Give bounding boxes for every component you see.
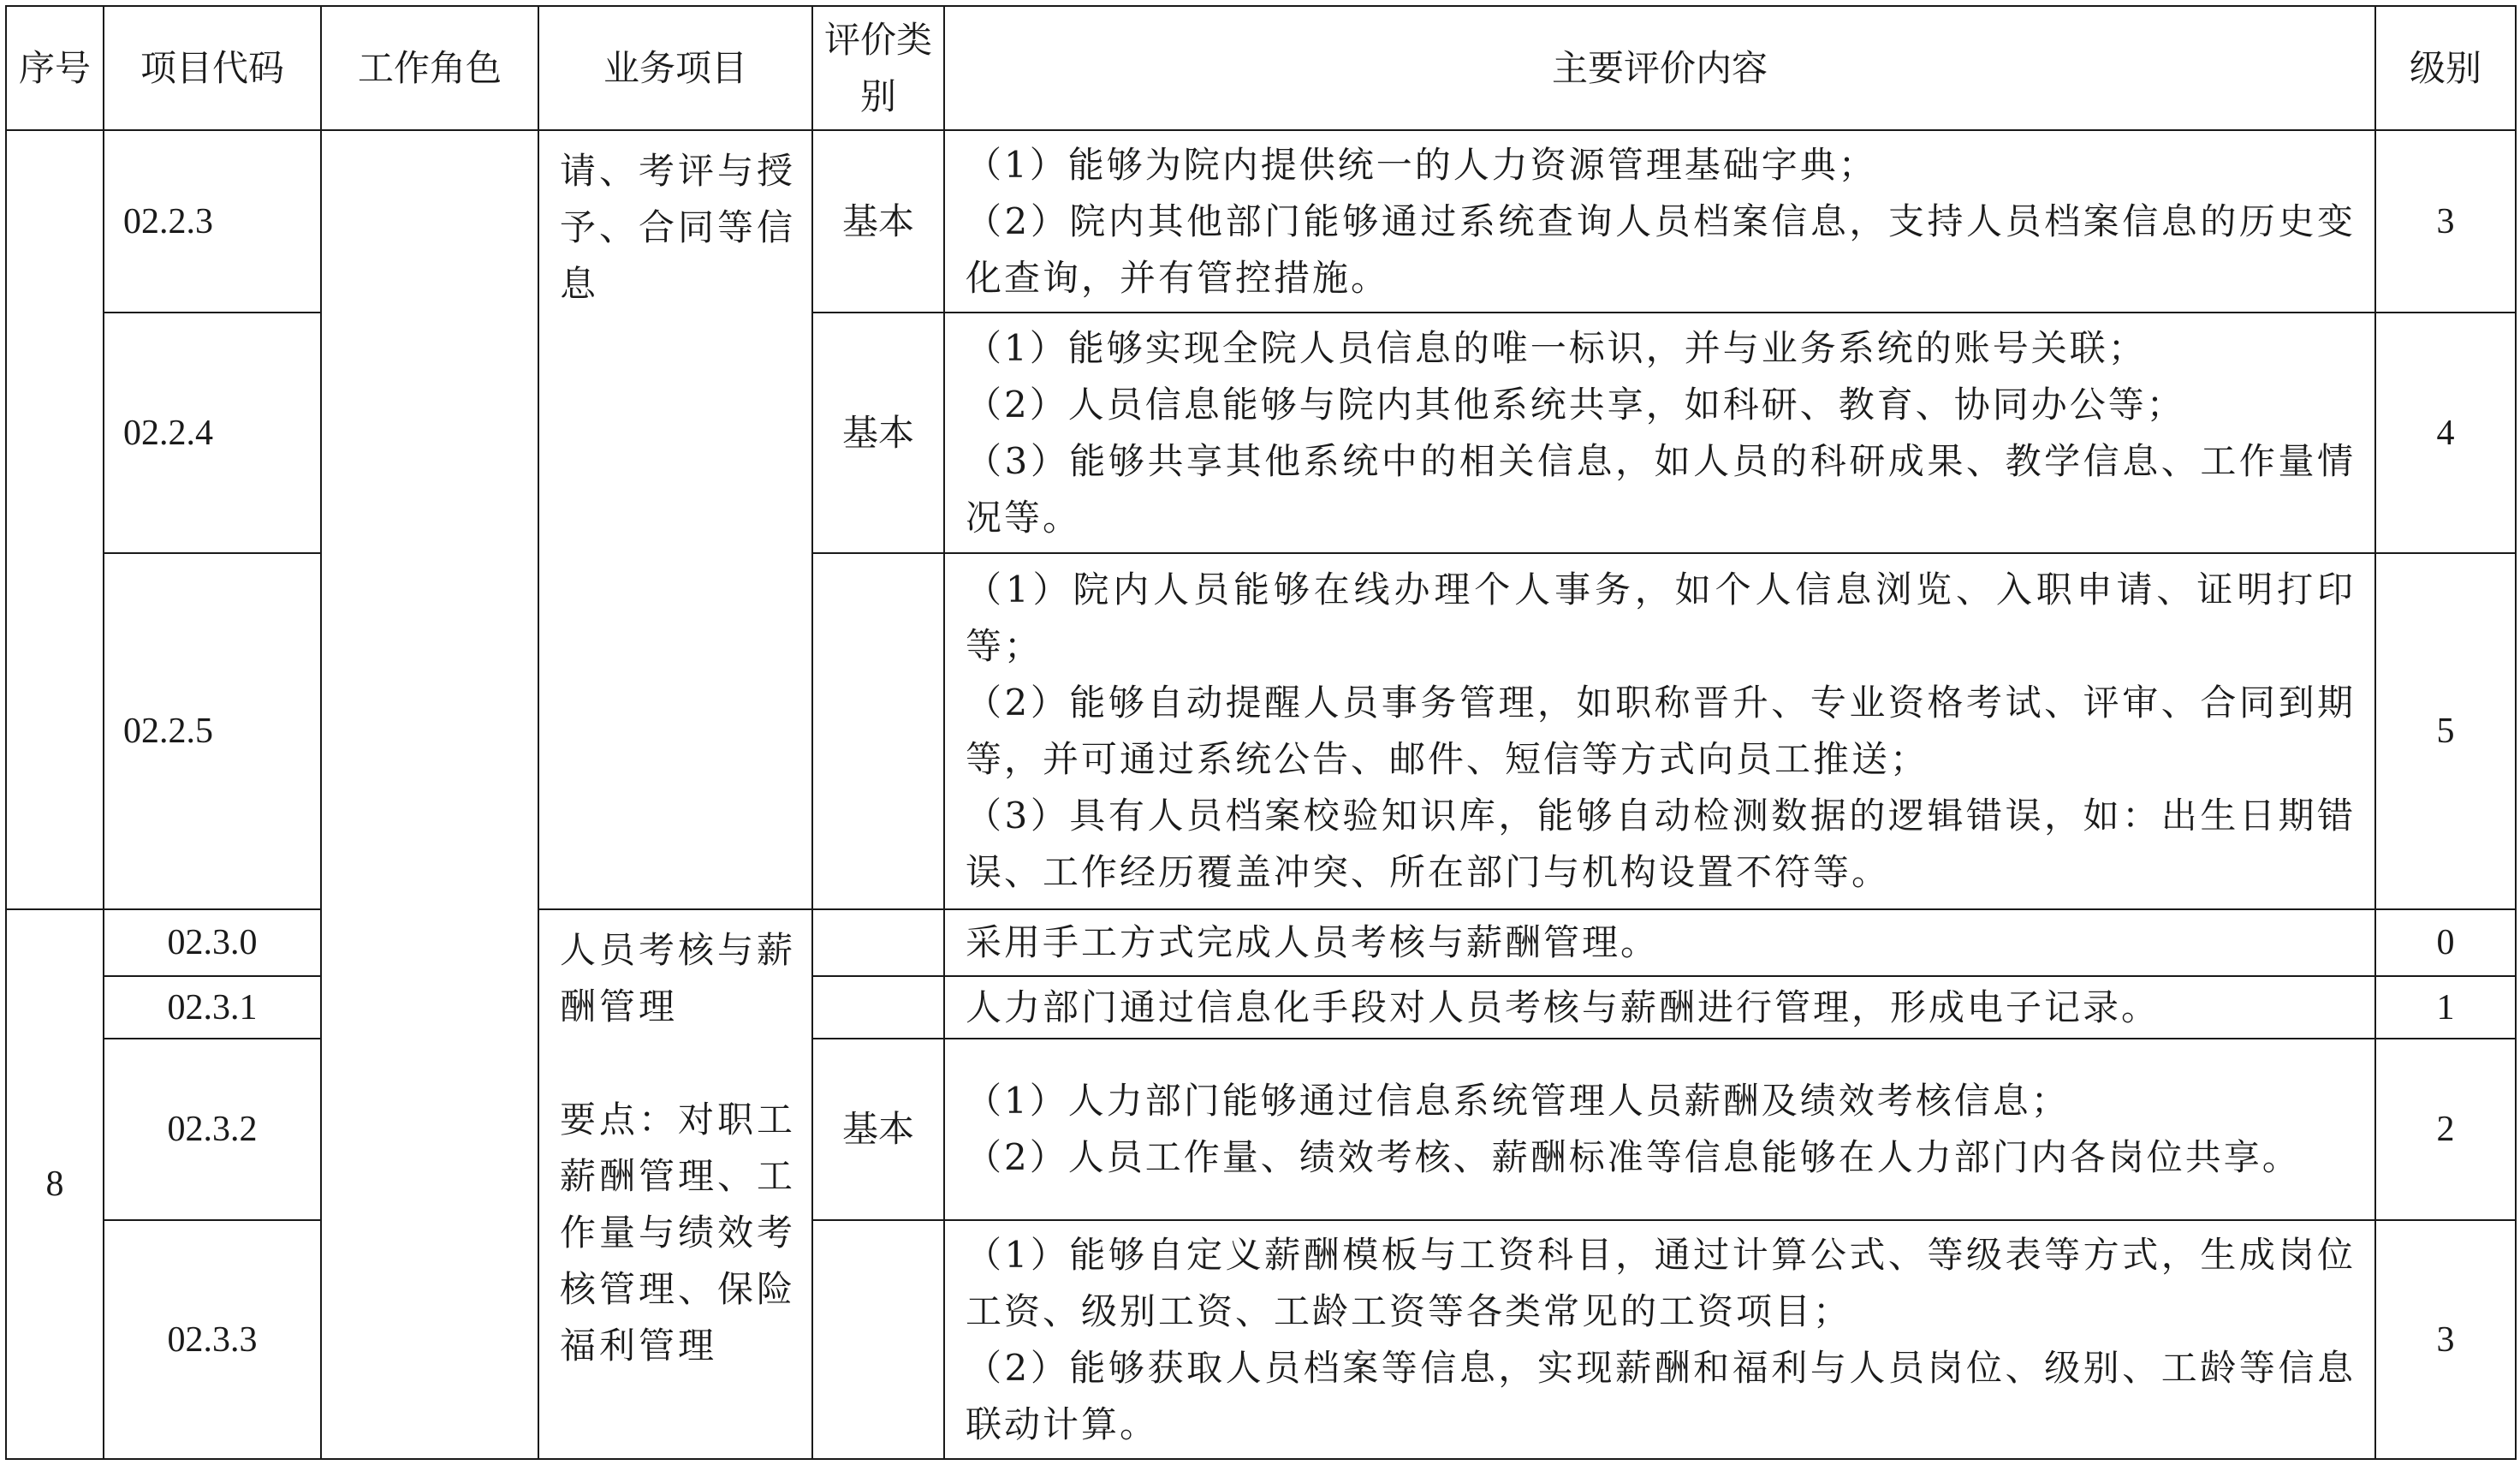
seq-cell-empty bbox=[6, 130, 104, 909]
table-row bbox=[6, 130, 2516, 313]
item-code: 02.3.3 bbox=[104, 1220, 321, 1459]
business-key-points: 要点：对职工薪酬管理、工作量与绩效考核管理、保险福利管理 bbox=[560, 1099, 797, 1367]
content-cell bbox=[944, 1039, 2375, 1220]
level-cell: 1 bbox=[2375, 976, 2516, 1039]
level-cell: 3 bbox=[2375, 1220, 2516, 1459]
header-seq: 序号 bbox=[6, 6, 104, 130]
level-cell: 5 bbox=[2375, 553, 2516, 909]
content-line: （3）具有人员档案校验知识库，能够自动检测数据的逻辑错误，如：出生日期错误、工作经历覆盖冲突、所在部门与机构设置不符等。 bbox=[966, 795, 2356, 893]
content-line: （1）能够自定义薪酬模板与工资科目，通过计算公式、等级表等方式，生成岗位工资、级别工资、工龄工资等各类常见的工资项目； bbox=[966, 1233, 2356, 1332]
content-line: （2）能够获取人员档案等信息，实现薪酬和福利与人员岗位、级别、工龄等信息联动计算。 bbox=[966, 1346, 2356, 1445]
category-cell: 基本 bbox=[812, 1039, 944, 1220]
level-cell: 4 bbox=[2375, 313, 2516, 553]
header-content: 主要评价内容 bbox=[944, 6, 2375, 130]
content-line: 采用手工方式完成人员考核与薪酬管理。 bbox=[966, 921, 1660, 963]
content-line: （2）能够自动提醒人员事务管理，如职称晋升、专业资格考试、评审、合同到期等，并可通过系统公告、邮件、短信等方式向员工推送； bbox=[966, 682, 2356, 780]
content-line: （1）能够实现全院人员信息的唯一标识，并与业务系统的账号关联； bbox=[966, 326, 2147, 369]
category-cell bbox=[812, 1220, 944, 1459]
category-cell: 基本 bbox=[812, 313, 944, 553]
content-line: （1）能够为院内提供统一的人力资源管理基础字典； bbox=[966, 143, 1877, 186]
evaluation-table bbox=[5, 5, 2517, 1460]
content-line: （3）能够共享其他系统中的相关信息，如人员的科研成果、教学信息、工作量情况等。 bbox=[966, 439, 2356, 539]
level-cell: 0 bbox=[2375, 909, 2516, 976]
business-line: 予、合同等信 bbox=[560, 206, 797, 248]
header-code: 项目代码 bbox=[104, 6, 321, 130]
content-line: （2）人员工作量、绩效考核、薪酬标准等信息能够在人力部门内各岗位共享。 bbox=[966, 1136, 2301, 1178]
level-cell: 2 bbox=[2375, 1039, 2516, 1220]
content-line: （1）人力部门能够通过信息系统管理人员薪酬及绩效考核信息； bbox=[966, 1080, 2070, 1122]
seq-number: 8 bbox=[6, 909, 104, 1459]
content-line: 人力部门通过信息化手段对人员考核与薪酬进行管理，形成电子记录。 bbox=[966, 986, 2160, 1028]
business-title: 人员考核与薪酬管理 bbox=[560, 929, 797, 1027]
header-role: 工作角色 bbox=[321, 6, 538, 130]
item-code: 02.3.1 bbox=[104, 976, 321, 1039]
category-cell bbox=[812, 909, 944, 976]
item-code: 02.3.2 bbox=[104, 1039, 321, 1220]
content-line: （2）人员信息能够与院内其他系统共享，如科研、教育、协同办公等； bbox=[966, 383, 2185, 426]
content-cell bbox=[944, 909, 2375, 976]
business-item-cell bbox=[538, 130, 812, 909]
level-cell: 3 bbox=[2375, 130, 2516, 313]
item-code: 02.2.5 bbox=[104, 553, 321, 909]
category-cell bbox=[812, 976, 944, 1039]
header-row bbox=[6, 6, 2516, 130]
business-line: 请、考评与授 bbox=[560, 150, 797, 192]
content-line: （2）院内其他部门能够通过系统查询人员档案信息，支持人员档案信息的历史变化查询，并有管控措施。 bbox=[966, 200, 2356, 299]
header-category: 评价类别 bbox=[812, 6, 944, 130]
item-code: 02.2.3 bbox=[104, 130, 321, 313]
header-business: 业务项目 bbox=[538, 6, 812, 130]
content-cell bbox=[944, 1220, 2375, 1459]
role-cell-empty bbox=[321, 130, 538, 1459]
content-cell bbox=[944, 130, 2375, 313]
business-item-cell bbox=[538, 909, 812, 1459]
business-spacer bbox=[560, 1035, 799, 1092]
content-cell bbox=[944, 976, 2375, 1039]
business-line: 息 bbox=[560, 263, 600, 305]
item-code: 02.3.0 bbox=[104, 909, 321, 976]
category-cell bbox=[812, 553, 944, 909]
content-cell bbox=[944, 313, 2375, 553]
content-cell bbox=[944, 553, 2375, 909]
header-level: 级别 bbox=[2375, 6, 2516, 130]
item-code: 02.2.4 bbox=[104, 313, 321, 553]
category-cell: 基本 bbox=[812, 130, 944, 313]
content-line: （1）院内人员能够在线办理个人事务，如个人信息浏览、入职申请、证明打印等； bbox=[966, 569, 2356, 667]
